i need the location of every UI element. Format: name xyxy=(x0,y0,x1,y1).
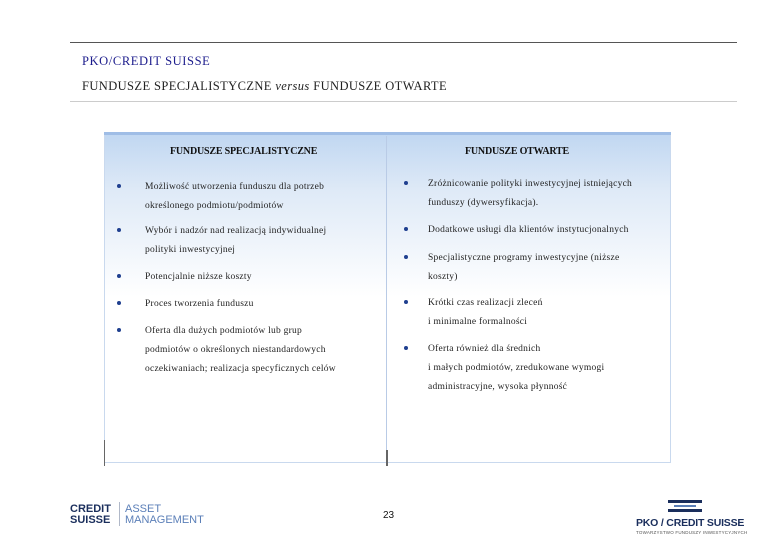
left-item-4-line-1: Proces tworzenia funduszu xyxy=(145,299,254,309)
bullet-icon xyxy=(117,328,121,332)
header-divider xyxy=(70,101,737,102)
right-item-3-line-1: Specjalistyczne programy inwestycyjne (niższe xyxy=(428,253,620,263)
credit-suisse-logo xyxy=(70,504,111,526)
left-item-5-line-2: podmiotów o określonych niestandardowych xyxy=(145,345,326,355)
right-item-1-line-2: funduszy (dywersyfikacja). xyxy=(428,198,539,208)
right-item-1 xyxy=(428,175,632,213)
bullet-icon xyxy=(117,228,121,232)
left-item-2 xyxy=(145,222,326,260)
panel-top-border xyxy=(104,132,671,135)
bullet-icon xyxy=(404,181,408,185)
left-item-2-line-2: polityki inwestycyjnej xyxy=(145,245,236,255)
am-line-1: ASSET xyxy=(125,503,162,515)
left-column-heading: FUNDUSZE SPECJALISTYCZNE xyxy=(170,146,318,157)
footer-logo-divider xyxy=(119,502,120,526)
right-item-4-line-1: Krótki czas realizacji zleceń xyxy=(428,298,543,308)
bullet-icon xyxy=(404,300,408,304)
bullet-icon xyxy=(404,255,408,259)
column-divider xyxy=(386,136,387,464)
right-item-4-line-2: i minimalne formalności xyxy=(428,317,528,327)
right-item-5-line-2: i małych podmiotów, zredukowane wymogi xyxy=(428,363,605,373)
right-item-5 xyxy=(428,340,604,397)
slide-subtitle xyxy=(82,79,447,94)
subtitle-left: FUNDUSZE SPECJALISTYCZNE xyxy=(82,79,272,93)
right-item-2 xyxy=(428,221,629,240)
left-item-1-line-2: określonego podmiotu/podmiotów xyxy=(145,201,284,211)
brand-title: PKO/CREDIT SUISSE xyxy=(82,54,211,68)
left-item-3 xyxy=(145,268,252,287)
left-item-4 xyxy=(145,295,254,314)
pko-credit-suisse-label: PKO / CREDIT SUISSE xyxy=(636,517,745,529)
bullet-icon xyxy=(117,274,121,278)
left-item-2-line-1: Wybór i nadzór nad realizacją indywidualnej xyxy=(145,226,327,236)
right-item-3 xyxy=(428,249,619,287)
left-item-5 xyxy=(145,322,336,379)
left-item-5-line-3: oczekiwaniach; realizacja specyficznych celów xyxy=(145,364,336,374)
right-column-heading: FUNDUSZE OTWARTE xyxy=(465,146,569,157)
am-line-2: MANAGEMENT xyxy=(125,514,204,526)
left-item-1 xyxy=(145,178,324,216)
cs-logo-line-1: CREDIT xyxy=(70,503,111,515)
column-divider-foot xyxy=(386,450,388,466)
bullet-icon xyxy=(404,346,408,350)
bullet-icon xyxy=(117,184,121,188)
left-item-3-line-1: Potencjalnie niższe koszty xyxy=(145,272,252,282)
bullet-icon xyxy=(117,301,121,305)
left-item-1-line-1: Możliwość utworzenia funduszu dla potrzeb xyxy=(145,182,325,192)
bullet-icon xyxy=(404,227,408,231)
right-item-5-line-3: administracyjne, wysoka płynność xyxy=(428,382,568,392)
right-item-5-line-1: Oferta również dla średnich xyxy=(428,344,541,354)
pko-tagline: TOWARZYSTWO FUNDUSZY INWESTYCYJNYCH xyxy=(636,530,748,535)
top-rule xyxy=(70,42,737,43)
right-item-3-line-2: koszty) xyxy=(428,272,458,282)
right-item-4 xyxy=(428,294,543,332)
pko-logo-icon xyxy=(668,500,702,514)
subtitle-versus: versus xyxy=(275,79,310,93)
right-item-2-line-1: Dodatkowe usługi dla klientów instytucjonalnych xyxy=(428,225,629,235)
subtitle-right: FUNDUSZE OTWARTE xyxy=(313,79,448,93)
asset-management-label xyxy=(125,504,204,526)
cs-logo-line-2: SUISSE xyxy=(70,514,111,526)
right-item-1-line-1: Zróżnicowanie polityki inwestycyjnej istniejących xyxy=(428,179,633,189)
panel-left-foot xyxy=(104,440,105,466)
left-item-5-line-1: Oferta dla dużych podmiotów lub grup xyxy=(145,326,303,336)
page-number: 23 xyxy=(383,510,395,521)
